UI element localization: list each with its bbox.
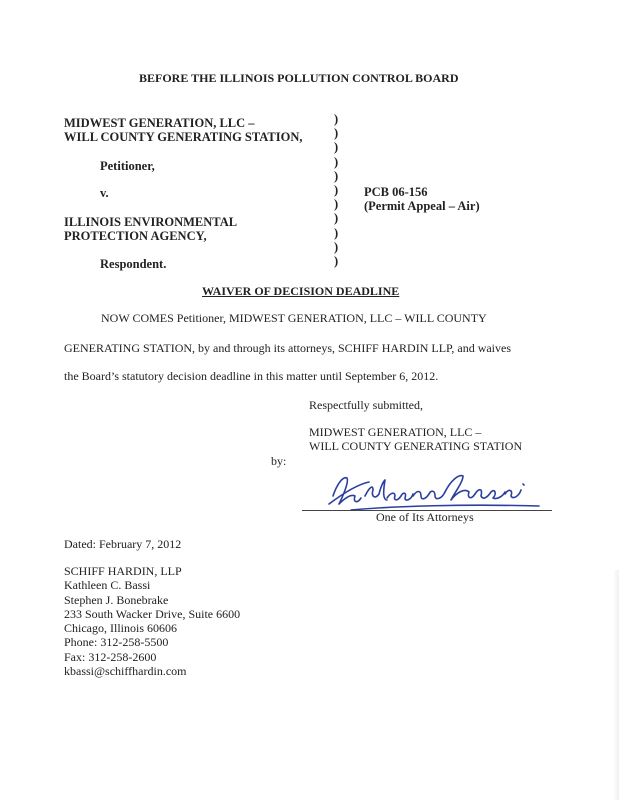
body-line1: NOW COMES Petitioner, MIDWEST GENERATION, LLC – WILL COUNTY [101, 311, 487, 325]
respectfully-submitted: Respectfully submitted, [309, 398, 423, 412]
body-line3: the Board’s statutory decision deadline in this matter until September 6, 2012. [64, 369, 439, 383]
caption-paren: ) [334, 183, 339, 198]
caption-paren: ) [334, 225, 339, 240]
caption-paren: ) [334, 211, 339, 226]
petitioner-name-line2: WILL COUNTY GENERATING STATION, [64, 130, 303, 144]
scan-edge-shadow [613, 570, 619, 800]
versus: v. [100, 186, 109, 200]
firm-contact-block [64, 564, 240, 678]
attorney-name: Kathleen C. Bassi [64, 578, 151, 593]
address-line: 233 South Wacker Drive, Suite 6600 [64, 606, 241, 621]
body-line2: GENERATING STATION, by and through its attorneys, SCHIFF HARDIN LLP, and waives [64, 341, 512, 355]
caption-paren: ) [334, 126, 339, 141]
respondent-name-line2: PROTECTION AGENCY, [64, 229, 207, 243]
petitioner-name-line1: MIDWEST GENERATION, LLC – [64, 116, 255, 130]
dated-line: Dated: February 7, 2012 [64, 537, 182, 551]
firm-name: SCHIFF HARDIN, LLP [64, 564, 182, 578]
party-name-line1: MIDWEST GENERATION, LLC – [309, 425, 482, 439]
caption-paren: ) [334, 197, 339, 212]
email-address: kbassi@schiffhardin.com [64, 664, 187, 679]
caption-paren: ) [334, 254, 339, 269]
party-name-line2: WILL COUNTY GENERATING STATION [309, 439, 523, 453]
attorney-name: Stephen J. Bonebrake [64, 592, 169, 607]
case-number: PCB 06-156 [364, 185, 428, 199]
court-heading: BEFORE THE ILLINOIS POLLUTION CONTROL BOARD [139, 71, 459, 85]
by-label: by: [271, 454, 287, 468]
caption-paren-column [334, 112, 338, 268]
address-line: Chicago, Illinois 60606 [64, 621, 177, 636]
caption-paren: ) [334, 140, 339, 155]
caption-paren: ) [334, 239, 339, 254]
caption-paren: ) [334, 154, 339, 169]
petitioner-role: Petitioner, [100, 159, 155, 173]
caption-paren: ) [334, 168, 339, 183]
document-title: WAIVER OF DECISION DEADLINE [202, 284, 400, 298]
caption-paren: ) [334, 112, 339, 126]
case-type: (Permit Appeal – Air) [364, 199, 480, 213]
signature-caption: One of Its Attorneys [376, 510, 474, 524]
respondent-role: Respondent. [100, 257, 167, 271]
phone-number: Phone: 312-258-5500 [64, 635, 169, 650]
fax-number: Fax: 312-258-2600 [64, 649, 157, 664]
respondent-name-line1: ILLINOIS ENVIRONMENTAL [64, 215, 238, 229]
